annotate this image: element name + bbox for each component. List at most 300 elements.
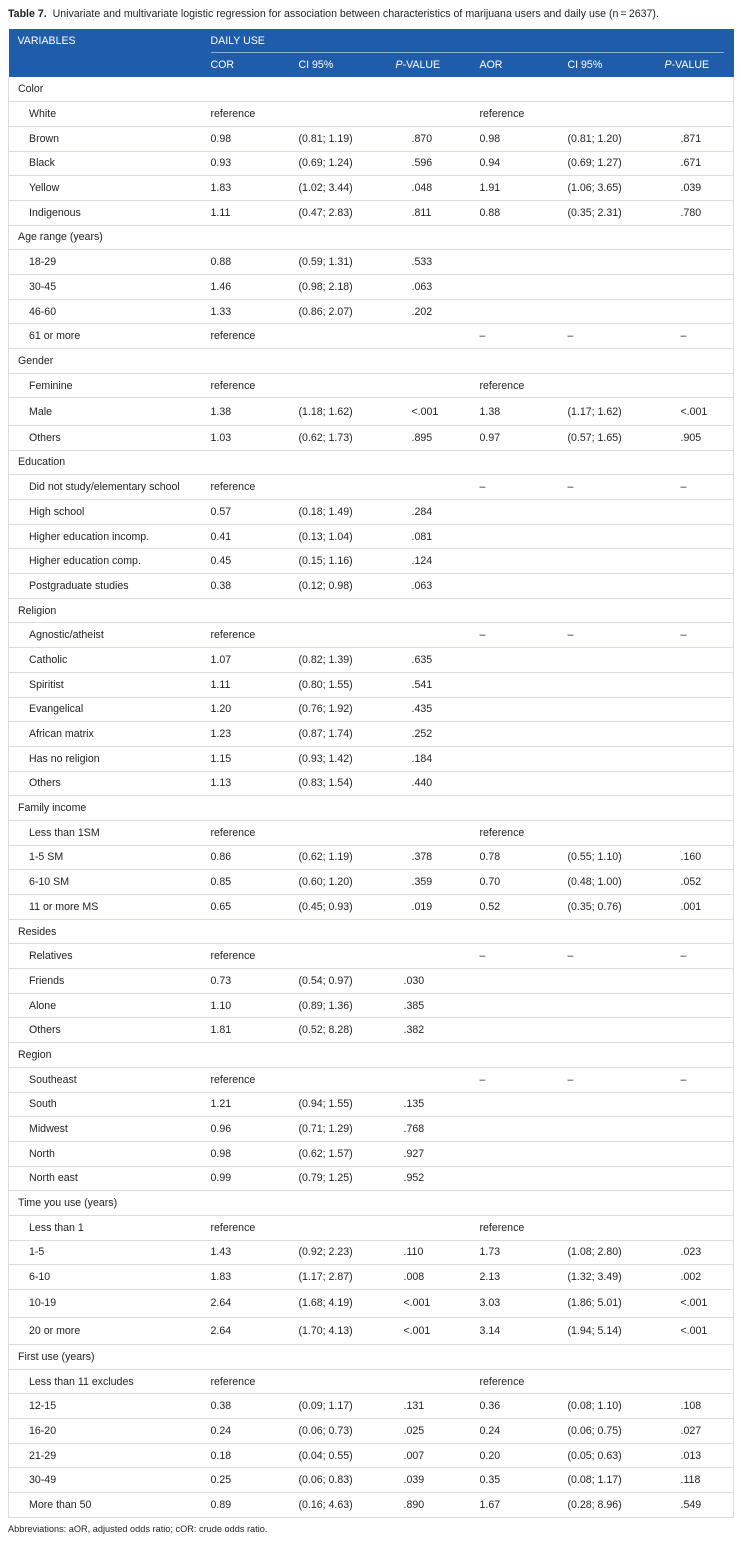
p-value-aor-cell: [665, 1369, 734, 1394]
p-value-aor-cell: [665, 697, 734, 722]
cor-cell: 2.64: [211, 1317, 299, 1345]
table-row: [9, 1493, 734, 1518]
table-caption: [8, 7, 734, 21]
ci-aor-cell: (1.08; 2.80): [568, 1240, 665, 1265]
aor-cell: [480, 500, 568, 525]
table-footnote: Abbreviations: aOR, adjusted odds ratio; cOR: crude odds ratio.: [8, 1524, 268, 1534]
ci-aor-cell: [568, 1166, 665, 1191]
cor-cell: 1.21: [211, 1092, 299, 1117]
cor-cell: 1.10: [211, 993, 299, 1018]
cor-cell: 0.98: [211, 1141, 299, 1166]
aor-cell: [480, 250, 568, 275]
table-row: [9, 870, 734, 895]
table-row: [9, 1265, 734, 1290]
aor-cell: 0.35: [480, 1468, 568, 1493]
ci-aor-cell: [568, 969, 665, 994]
aor-cell: 1.73: [480, 1240, 568, 1265]
p-value-cor-cell: [396, 1215, 480, 1240]
ci-aor-cell: (0.57; 1.65): [568, 425, 665, 450]
header-ci-aor: CI 95%: [568, 53, 665, 77]
group-label: Color: [9, 77, 734, 102]
row-label: Catholic: [9, 648, 211, 673]
table-row: [9, 1443, 734, 1468]
aor-cell: [480, 969, 568, 994]
ci-aor-cell: [568, 574, 665, 599]
group-label: Region: [9, 1043, 734, 1068]
ci-cor-cell: [299, 1067, 396, 1092]
table-row: [9, 895, 734, 920]
p-value-cor-cell: .533: [396, 250, 480, 275]
cor-cell: 1.33: [211, 299, 299, 324]
ci-cor-cell: (0.06; 0.73): [299, 1419, 396, 1444]
table-row: [9, 697, 734, 722]
p-value-aor-cell: .027: [665, 1419, 734, 1444]
aor-cell: 0.24: [480, 1419, 568, 1444]
row-label: South: [9, 1092, 211, 1117]
p-value-cor-cell: .440: [396, 771, 480, 796]
cor-cell: 1.07: [211, 648, 299, 673]
regression-table: [8, 29, 734, 1518]
ci-cor-cell: (0.62; 1.19): [299, 845, 396, 870]
p-value-cor-cell: [396, 102, 480, 127]
ci-aor-cell: [568, 672, 665, 697]
p-value-cor-cell: .184: [396, 746, 480, 771]
group-row: [9, 919, 734, 944]
group-row: [9, 1043, 734, 1068]
p-value-aor-cell: [665, 672, 734, 697]
row-label: 6-10 SM: [9, 870, 211, 895]
cor-cell: 1.43: [211, 1240, 299, 1265]
cor-cell: 1.83: [211, 176, 299, 201]
p-value-cor-cell: [396, 820, 480, 845]
table-row: [9, 1215, 734, 1240]
table-row: [9, 398, 734, 426]
p-value-cor-cell: .025: [396, 1419, 480, 1444]
table-row: [9, 500, 734, 525]
row-label: North: [9, 1141, 211, 1166]
aor-cell: [480, 648, 568, 673]
p-value-aor-cell: <.001: [665, 398, 734, 426]
cor-cell: reference: [211, 102, 299, 127]
ci-aor-cell: (1.86; 5.01): [568, 1290, 665, 1318]
header-p-value-aor: [665, 53, 734, 77]
cor-cell: 0.18: [211, 1443, 299, 1468]
cor-cell: 1.11: [211, 672, 299, 697]
ci-cor-cell: (0.18; 1.49): [299, 500, 396, 525]
ci-cor-cell: (0.62; 1.57): [299, 1141, 396, 1166]
table-row: [9, 373, 734, 398]
ci-cor-cell: (1.17; 2.87): [299, 1265, 396, 1290]
aor-cell: [480, 549, 568, 574]
aor-cell: [480, 672, 568, 697]
header-aor: AOR: [480, 53, 568, 77]
p-value-cor-cell: .110: [396, 1240, 480, 1265]
aor-cell: 3.14: [480, 1317, 568, 1345]
ci-cor-cell: [299, 373, 396, 398]
ci-aor-cell: [568, 648, 665, 673]
row-label: Postgraduate studies: [9, 574, 211, 599]
cor-cell: 0.98: [211, 126, 299, 151]
row-label: 10-19: [9, 1290, 211, 1318]
ci-aor-cell: [568, 500, 665, 525]
row-label: Less than 1SM: [9, 820, 211, 845]
cor-cell: 0.65: [211, 895, 299, 920]
p-value-cor-cell: .895: [396, 425, 480, 450]
ci-cor-cell: [299, 324, 396, 349]
aor-cell: –: [480, 475, 568, 500]
header-p-italic: P: [395, 59, 403, 71]
ci-cor-cell: (0.54; 0.97): [299, 969, 396, 994]
cor-cell: 0.89: [211, 1493, 299, 1518]
aor-cell: [480, 1092, 568, 1117]
ci-cor-cell: (0.83; 1.54): [299, 771, 396, 796]
p-value-cor-cell: .378: [396, 845, 480, 870]
ci-aor-cell: [568, 549, 665, 574]
cor-cell: 1.15: [211, 746, 299, 771]
p-value-cor-cell: [396, 623, 480, 648]
aor-cell: 0.70: [480, 870, 568, 895]
ci-cor-cell: [299, 475, 396, 500]
p-value-aor-cell: [665, 1018, 734, 1043]
p-value-aor-cell: [665, 549, 734, 574]
p-value-aor-cell: [665, 771, 734, 796]
ci-aor-cell: (0.28; 8.96): [568, 1493, 665, 1518]
ci-cor-cell: (1.68; 4.19): [299, 1290, 396, 1318]
cor-cell: reference: [211, 623, 299, 648]
p-value-aor-cell: .671: [665, 151, 734, 176]
ci-aor-cell: [568, 771, 665, 796]
cor-cell: 1.81: [211, 1018, 299, 1043]
p-value-aor-cell: [665, 275, 734, 300]
p-value-cor-cell: .811: [396, 200, 480, 225]
ci-aor-cell: [568, 1215, 665, 1240]
p-value-aor-cell: .905: [665, 425, 734, 450]
aor-cell: [480, 1018, 568, 1043]
ci-cor-cell: (0.60; 1.20): [299, 870, 396, 895]
row-label: 11 or more MS: [9, 895, 211, 920]
ci-aor-cell: [568, 1117, 665, 1142]
row-label: Evangelical: [9, 697, 211, 722]
aor-cell: –: [480, 944, 568, 969]
table-row: [9, 176, 734, 201]
table-row: [9, 1317, 734, 1345]
ci-aor-cell: [568, 1369, 665, 1394]
table-row: [9, 1067, 734, 1092]
p-value-cor-cell: <.001: [396, 1290, 480, 1318]
ci-aor-cell: [568, 1018, 665, 1043]
aor-cell: [480, 574, 568, 599]
ci-aor-cell: (0.08; 1.10): [568, 1394, 665, 1419]
ci-cor-cell: (0.76; 1.92): [299, 697, 396, 722]
ci-cor-cell: (0.93; 1.42): [299, 746, 396, 771]
ci-cor-cell: (0.71; 1.29): [299, 1117, 396, 1142]
p-value-aor-cell: [665, 722, 734, 747]
p-value-cor-cell: .019: [396, 895, 480, 920]
aor-cell: [480, 275, 568, 300]
group-label: Age range (years): [9, 225, 734, 250]
group-label: Family income: [9, 796, 734, 821]
p-value-aor-cell: [665, 574, 734, 599]
group-row: [9, 225, 734, 250]
row-label: Less than 11 excludes: [9, 1369, 211, 1394]
cor-cell: reference: [211, 373, 299, 398]
row-label: 46-60: [9, 299, 211, 324]
row-label: Black: [9, 151, 211, 176]
ci-aor-cell: –: [568, 1067, 665, 1092]
table-row: [9, 1369, 734, 1394]
p-value-aor-cell: .160: [665, 845, 734, 870]
ci-cor-cell: [299, 820, 396, 845]
cor-cell: 1.13: [211, 771, 299, 796]
p-value-cor-cell: .284: [396, 500, 480, 525]
p-value-aor-cell: [665, 746, 734, 771]
ci-aor-cell: [568, 1141, 665, 1166]
table-row: [9, 969, 734, 994]
aor-cell: 0.52: [480, 895, 568, 920]
header-cor: COR: [211, 53, 299, 77]
aor-cell: [480, 524, 568, 549]
ci-aor-cell: [568, 102, 665, 127]
table-row: [9, 299, 734, 324]
ci-cor-cell: (0.09; 1.17): [299, 1394, 396, 1419]
cor-cell: reference: [211, 944, 299, 969]
p-value-cor-cell: .927: [396, 1141, 480, 1166]
cor-cell: reference: [211, 475, 299, 500]
cor-cell: 1.46: [211, 275, 299, 300]
p-value-cor-cell: [396, 944, 480, 969]
p-value-aor-cell: .001: [665, 895, 734, 920]
p-value-cor-cell: .063: [396, 275, 480, 300]
p-value-cor-cell: .202: [396, 299, 480, 324]
aor-cell: 0.36: [480, 1394, 568, 1419]
p-value-aor-cell: .039: [665, 176, 734, 201]
group-label: First use (years): [9, 1345, 734, 1370]
ci-cor-cell: (1.02; 3.44): [299, 176, 396, 201]
p-value-cor-cell: .359: [396, 870, 480, 895]
table-row: [9, 993, 734, 1018]
p-value-aor-cell: [665, 102, 734, 127]
p-value-aor-cell: .002: [665, 1265, 734, 1290]
table-caption-label: Table 7.: [8, 8, 47, 20]
ci-cor-cell: (0.80; 1.55): [299, 672, 396, 697]
ci-aor-cell: [568, 373, 665, 398]
row-label: Friends: [9, 969, 211, 994]
row-label: Midwest: [9, 1117, 211, 1142]
cor-cell: reference: [211, 324, 299, 349]
p-value-cor-cell: .768: [396, 1117, 480, 1142]
table-row: [9, 524, 734, 549]
aor-cell: reference: [480, 820, 568, 845]
table-row: [9, 425, 734, 450]
row-label: High school: [9, 500, 211, 525]
table-caption-text: Univariate and multivariate logistic regression for association between characteristics of marijuana users and daily use (n = 2637).: [52, 8, 659, 20]
ci-cor-cell: (0.89; 1.36): [299, 993, 396, 1018]
ci-cor-cell: (0.81; 1.19): [299, 126, 396, 151]
p-value-cor-cell: <.001: [396, 1317, 480, 1345]
p-value-cor-cell: .008: [396, 1265, 480, 1290]
p-value-aor-cell: <.001: [665, 1317, 734, 1345]
ci-aor-cell: (0.81; 1.20): [568, 126, 665, 151]
table-row: [9, 1290, 734, 1318]
table-row: [9, 200, 734, 225]
header-p-value-cor: [396, 53, 480, 77]
p-value-cor-cell: .541: [396, 672, 480, 697]
aor-cell: [480, 1166, 568, 1191]
ci-aor-cell: (0.05; 0.63): [568, 1443, 665, 1468]
row-label: Alone: [9, 993, 211, 1018]
p-value-aor-cell: .023: [665, 1240, 734, 1265]
p-value-cor-cell: .252: [396, 722, 480, 747]
aor-cell: reference: [480, 1369, 568, 1394]
p-value-cor-cell: .952: [396, 1166, 480, 1191]
p-value-cor-cell: .124: [396, 549, 480, 574]
ci-cor-cell: [299, 102, 396, 127]
table-row: [9, 771, 734, 796]
p-value-aor-cell: –: [665, 944, 734, 969]
cor-cell: 1.20: [211, 697, 299, 722]
ci-cor-cell: (0.69; 1.24): [299, 151, 396, 176]
p-value-cor-cell: .030: [396, 969, 480, 994]
header-p-italic-aor: P: [664, 59, 672, 71]
ci-aor-cell: (0.08; 1.17): [568, 1468, 665, 1493]
p-value-aor-cell: .108: [665, 1394, 734, 1419]
ci-aor-cell: (1.94; 5.14): [568, 1317, 665, 1345]
row-label: Less than 1: [9, 1215, 211, 1240]
p-value-cor-cell: .435: [396, 697, 480, 722]
p-value-aor-cell: .052: [665, 870, 734, 895]
cor-cell: 1.11: [211, 200, 299, 225]
p-value-aor-cell: .871: [665, 126, 734, 151]
p-value-cor-cell: .039: [396, 1468, 480, 1493]
p-value-aor-cell: .013: [665, 1443, 734, 1468]
cor-cell: reference: [211, 1215, 299, 1240]
table-row: [9, 672, 734, 697]
header-divider: [211, 52, 724, 53]
cor-cell: 0.24: [211, 1419, 299, 1444]
header-blank: [9, 53, 211, 77]
table-row: [9, 102, 734, 127]
ci-cor-cell: (0.86; 2.07): [299, 299, 396, 324]
ci-aor-cell: (1.32; 3.49): [568, 1265, 665, 1290]
ci-aor-cell: [568, 250, 665, 275]
header-daily-use: [211, 29, 734, 53]
ci-cor-cell: (0.47; 2.83): [299, 200, 396, 225]
group-label: Gender: [9, 349, 734, 374]
p-value-cor-cell: [396, 475, 480, 500]
header-ci-cor: CI 95%: [299, 53, 396, 77]
row-label: Agnostic/atheist: [9, 623, 211, 648]
p-value-cor-cell: .385: [396, 993, 480, 1018]
aor-cell: 0.94: [480, 151, 568, 176]
p-value-aor-cell: [665, 993, 734, 1018]
p-value-aor-cell: [665, 969, 734, 994]
aor-cell: [480, 746, 568, 771]
aor-cell: 1.91: [480, 176, 568, 201]
aor-cell: 0.88: [480, 200, 568, 225]
table-row: [9, 1394, 734, 1419]
table-body: [9, 77, 734, 1517]
aor-cell: [480, 697, 568, 722]
p-value-aor-cell: [665, 1092, 734, 1117]
ci-cor-cell: (1.70; 4.13): [299, 1317, 396, 1345]
p-value-cor-cell: .135: [396, 1092, 480, 1117]
table-row: [9, 1419, 734, 1444]
table-row: [9, 1117, 734, 1142]
p-value-cor-cell: .596: [396, 151, 480, 176]
ci-cor-cell: (0.45; 0.93): [299, 895, 396, 920]
ci-aor-cell: –: [568, 944, 665, 969]
ci-aor-cell: [568, 993, 665, 1018]
aor-cell: –: [480, 324, 568, 349]
ci-aor-cell: [568, 697, 665, 722]
row-label: Southeast: [9, 1067, 211, 1092]
ci-aor-cell: [568, 524, 665, 549]
row-label: 16-20: [9, 1419, 211, 1444]
p-value-aor-cell: –: [665, 623, 734, 648]
aor-cell: reference: [480, 1215, 568, 1240]
table-row: [9, 1141, 734, 1166]
cor-cell: 0.25: [211, 1468, 299, 1493]
ci-aor-cell: (0.48; 1.00): [568, 870, 665, 895]
table-row: [9, 845, 734, 870]
ci-cor-cell: (0.62; 1.73): [299, 425, 396, 450]
row-label: 30-45: [9, 275, 211, 300]
p-value-cor-cell: [396, 1067, 480, 1092]
table-row: [9, 151, 734, 176]
aor-cell: [480, 993, 568, 1018]
header-row-top: [9, 29, 734, 53]
table-row: [9, 126, 734, 151]
header-row-sub: [9, 53, 734, 77]
aor-cell: –: [480, 623, 568, 648]
cor-cell: 0.99: [211, 1166, 299, 1191]
aor-cell: [480, 771, 568, 796]
table-row: [9, 475, 734, 500]
aor-cell: 2.13: [480, 1265, 568, 1290]
header-daily-use-label: DAILY USE: [210, 35, 265, 47]
row-label: Male: [9, 398, 211, 426]
ci-aor-cell: [568, 746, 665, 771]
group-label: Religion: [9, 598, 734, 623]
row-label: Yellow: [9, 176, 211, 201]
row-label: Others: [9, 1018, 211, 1043]
aor-cell: 0.97: [480, 425, 568, 450]
cor-cell: 0.41: [211, 524, 299, 549]
cor-cell: 1.83: [211, 1265, 299, 1290]
p-value-cor-cell: .635: [396, 648, 480, 673]
cor-cell: 1.23: [211, 722, 299, 747]
row-label: Did not study/elementary school: [9, 475, 211, 500]
table-row: [9, 250, 734, 275]
cor-cell: reference: [211, 820, 299, 845]
p-value-aor-cell: .118: [665, 1468, 734, 1493]
ci-cor-cell: (0.12; 0.98): [299, 574, 396, 599]
table-row: [9, 1166, 734, 1191]
p-value-aor-cell: –: [665, 1067, 734, 1092]
table-row: [9, 623, 734, 648]
ci-aor-cell: [568, 722, 665, 747]
row-label: 1-5: [9, 1240, 211, 1265]
p-value-cor-cell: .890: [396, 1493, 480, 1518]
ci-cor-cell: (0.06; 0.83): [299, 1468, 396, 1493]
p-value-cor-cell: .063: [396, 574, 480, 599]
aor-cell: [480, 1141, 568, 1166]
row-label: 12-15: [9, 1394, 211, 1419]
group-row: [9, 598, 734, 623]
ci-cor-cell: [299, 623, 396, 648]
table-row: [9, 722, 734, 747]
ci-cor-cell: (0.94; 1.55): [299, 1092, 396, 1117]
